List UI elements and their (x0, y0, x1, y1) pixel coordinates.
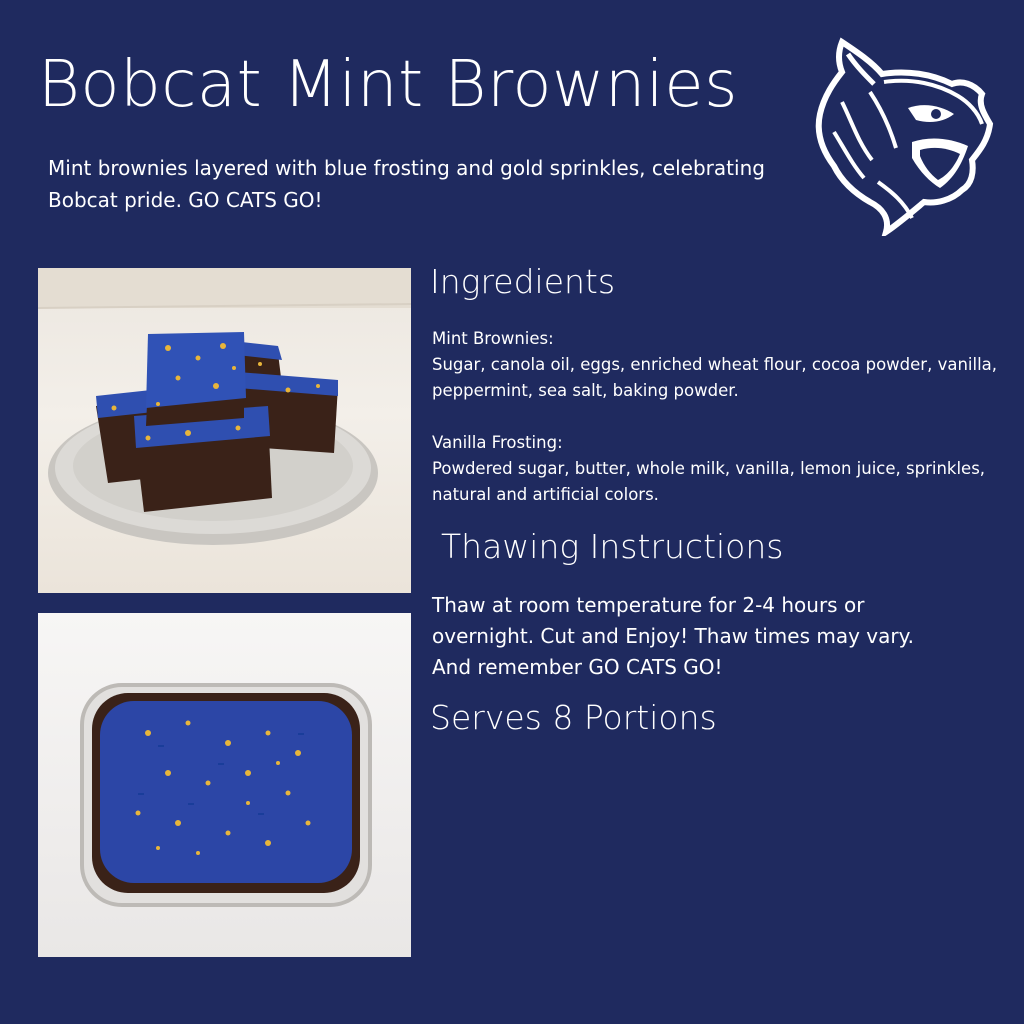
ingredient-group (432, 430, 1012, 508)
page-subtitle: Mint brownies layered with blue frosting and gold sprinkles, celebrating Bobcat pride. GO CATS GO! (48, 156, 765, 212)
ingredient-group (432, 326, 1012, 404)
serves-text: Serves 8 Portions (430, 698, 717, 737)
thawing-heading: Thawing Instructions (441, 527, 784, 566)
bobcat-head-icon (812, 32, 994, 236)
brownies-tray-photo (38, 613, 411, 957)
ingredients-list (432, 326, 1012, 534)
ingredient-group-items: Powdered sugar, butter, whole milk, vanilla, lemon juice, sprinkles, natural and artificial colors. (432, 459, 986, 504)
ingredient-group-name: Vanilla Frosting: (432, 433, 563, 452)
brownies-plate-photo (38, 268, 411, 593)
page-title: Bobcat Mint Brownies (38, 48, 738, 122)
thawing-text: Thaw at room temperature for 2-4 hours or overnight. Cut and Enjoy! Thaw times may vary. And remember GO CATS GO! (432, 593, 914, 679)
ingredient-group-items: Sugar, canola oil, eggs, enriched wheat flour, cocoa powder, vanilla, peppermint, sea salt, baking powder. (432, 355, 998, 400)
ingredient-group-name: Mint Brownies: (432, 329, 554, 348)
ingredients-heading: Ingredients (430, 262, 616, 301)
